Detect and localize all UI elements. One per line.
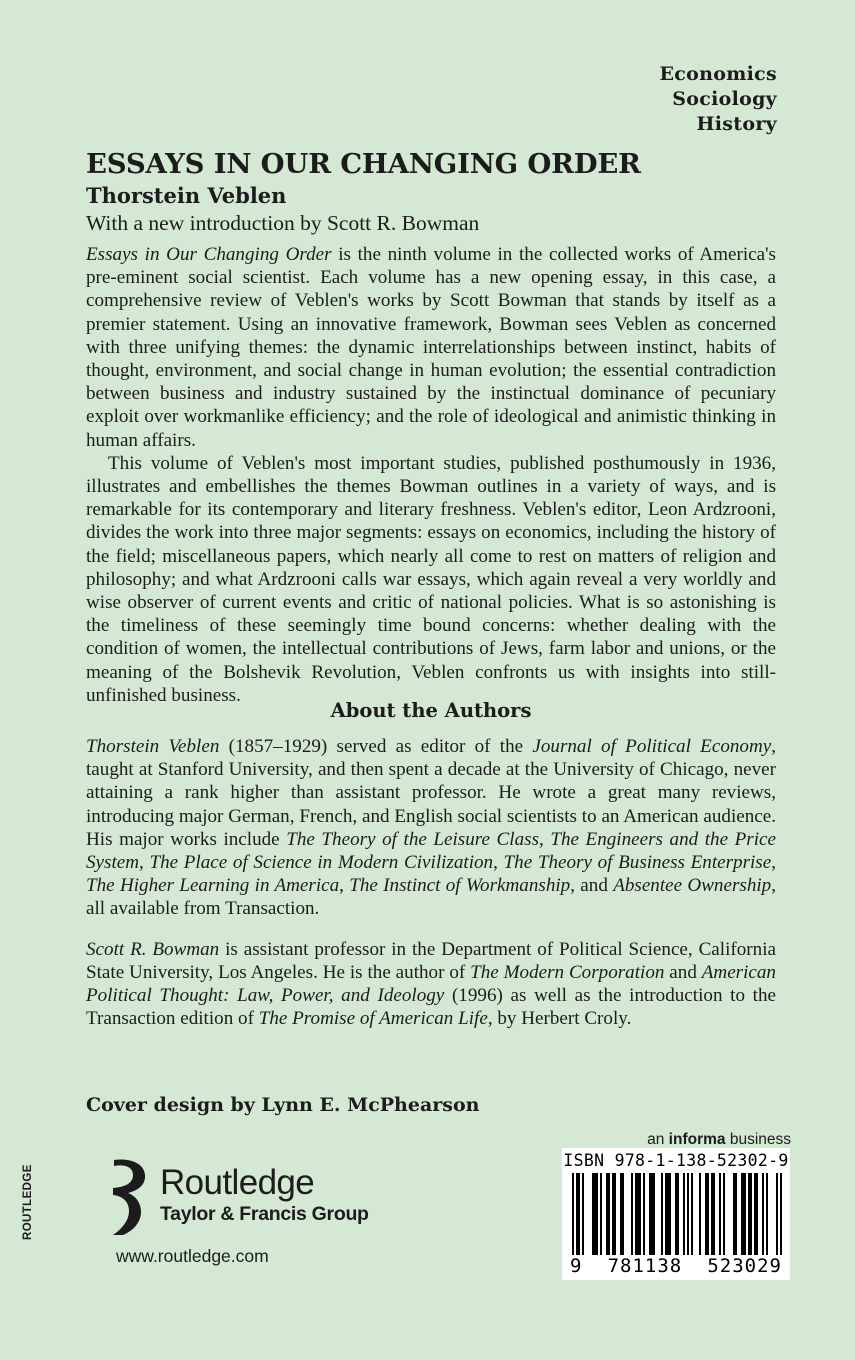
informa-prefix: an xyxy=(647,1131,669,1148)
category-history: History xyxy=(696,113,777,135)
bio-bowman-seg1: is assistant professor in the Department of Political Science, California State University, Los Angeles. He is the author of xyxy=(86,938,776,983)
bio-veblen-sep-3: , xyxy=(493,852,504,874)
barcode-bar xyxy=(768,1173,776,1255)
book-title: ESSAYS IN OUR CHANGING ORDER xyxy=(86,148,641,180)
ean-left-group: 781138 xyxy=(607,1255,683,1277)
informa-business-line xyxy=(647,1131,791,1149)
bio-veblen-work-7: Absentee Ownership xyxy=(613,875,772,897)
bio-bowman-work-1: The Modern Corporation xyxy=(470,961,665,983)
routledge-vertical-label: ROUTLEDGE xyxy=(22,1164,34,1240)
routledge-logo xyxy=(22,1158,416,1278)
bio-veblen-sep-2: , xyxy=(139,852,150,874)
bio-veblen-name: Thorstein Veblen xyxy=(86,736,220,757)
bio-bowman-work-3: The Promise of American Life xyxy=(258,1008,488,1030)
bio-veblen-work-2: The Engineers and the Price System xyxy=(86,828,776,874)
introduction-credit: With a new introduction by Scott R. Bowman xyxy=(86,211,480,235)
isbn-label: ISBN 978-1-138-52302-9 xyxy=(563,1151,789,1170)
isbn-barcode xyxy=(562,1148,790,1280)
ean-right-group: 523029 xyxy=(707,1255,782,1277)
routledge-r-icon xyxy=(22,1158,154,1240)
bio-veblen-work-1: The Theory of the Leisure Class xyxy=(286,828,539,850)
barcode-bar xyxy=(584,1173,592,1255)
bio-veblen-sep-5: , xyxy=(339,875,350,897)
routledge-subtitle: Taylor & Francis Group xyxy=(160,1203,369,1225)
blurb-title-italic: Essays in Our Changing Order xyxy=(86,244,332,265)
subject-categories xyxy=(660,62,778,137)
ean-lead-digit: 9 xyxy=(570,1255,583,1277)
book-author: Thorstein Veblen xyxy=(86,183,287,208)
bio-bowman xyxy=(86,938,776,1031)
barcode-digits xyxy=(562,1255,790,1277)
bio-bowman-name: Scott R. Bowman xyxy=(86,938,220,960)
blurb-paragraph-1-text: is the ninth volume in the collected works of America's pre-eminent social scientist. Each volume has a new opening essay, in this case, a comprehensive review of Veblen's works by Scott Bowman that stands by itself as a premier statement. Using an innovative framework, Bowman sees Veblen as concerned with three unifying themes: the dynamic interrelationships between instinct, habits of thought, environment, and social change in human evolution; the essential contradiction between business and industry sustained by the instinctual dominance of pecuniary exploit over workmanlike efficiency; and the role of ideological and animistic thinking in human affairs. xyxy=(86,244,776,451)
bio-bowman-tail: , by Herbert Croly. xyxy=(487,1008,632,1030)
routledge-wordmark xyxy=(154,1158,369,1226)
blurb-paragraph-1 xyxy=(86,243,776,452)
bio-veblen-work-3: The Place of Science in Modern Civilization xyxy=(149,852,494,874)
bio-veblen-tail: , all available from Transaction. xyxy=(86,875,776,920)
bio-veblen-journal: Journal of Political Economy xyxy=(532,736,772,757)
routledge-r-glyph-icon xyxy=(110,1158,152,1236)
bio-veblen-work-4: The Theory of Business Enterprise xyxy=(503,852,772,874)
routledge-url[interactable]: www.routledge.com xyxy=(116,1246,269,1266)
bio-bowman-seg3: (1996) as well as the introduction to the Transaction edition of xyxy=(86,985,776,1030)
informa-suffix: business xyxy=(725,1131,791,1148)
bio-veblen-seg1: (1857–1929) served as editor of the xyxy=(219,736,533,757)
category-sociology: Sociology xyxy=(672,88,777,110)
bio-bowman-work-2: American Political Thought: Law, Power, and Ideology xyxy=(86,961,776,1007)
title-block xyxy=(86,148,776,236)
blurb-paragraph-2: This volume of Veblen's most important studies, published posthumously in 1936, illustrates and embellishes the themes Bowman outlines in a variety of ways, and is remarkable for its contemporary and literary freshness. Veblen's editor, Leon Ardzrooni, divides the work into three major segments: essays on economics, including the history of the field; miscellaneous papers, which nearly all come to rest on matters of religion and philosophy; and what Ardzrooni calls war essays, which again reveal a very worldly and wise observer of current events and critic of national policies. What is so astonishing is the timeliness of these seemingly time bound concerns: whether dealing with the condition of women, the intellectual contributions of Jews, farm labor and unions, or the meaning of the Bolshevik Revolution, Veblen confronts us with insights into still-unfinished business. xyxy=(86,452,776,706)
cover-design-credit: Cover design by Lynn E. McPhearson xyxy=(86,1094,480,1116)
routledge-name: Routledge xyxy=(160,1163,315,1202)
about-the-authors-heading: About the Authors xyxy=(330,699,532,722)
bio-bowman-seg2: and xyxy=(664,961,702,983)
bio-veblen-sep-4: , xyxy=(771,852,776,874)
barcode-bar xyxy=(780,1173,782,1255)
category-economics: Economics xyxy=(659,63,777,85)
bio-veblen-sep-1: , xyxy=(539,828,551,850)
bio-veblen-seg2: , taught at Stanford University, and then spent a decade at the University of Chicago, never attaining a rank higher than assistant professor. He wrote a great many reviews, introducing major German, French, and English social scientists to an American audience. His major works include xyxy=(86,736,776,850)
description-blurb xyxy=(86,243,776,707)
barcode-bar xyxy=(725,1173,733,1255)
bio-veblen-sep-6: , and xyxy=(570,875,614,897)
routledge-logo-row xyxy=(22,1158,416,1240)
bio-veblen-work-6: The Instinct of Workmanship xyxy=(349,875,571,897)
barcode-bars xyxy=(570,1173,782,1255)
bio-veblen xyxy=(86,735,776,921)
bio-veblen-work-5: The Higher Learning in America xyxy=(86,875,340,897)
author-biographies xyxy=(86,735,776,1030)
informa-brand: informa xyxy=(668,1131,726,1148)
